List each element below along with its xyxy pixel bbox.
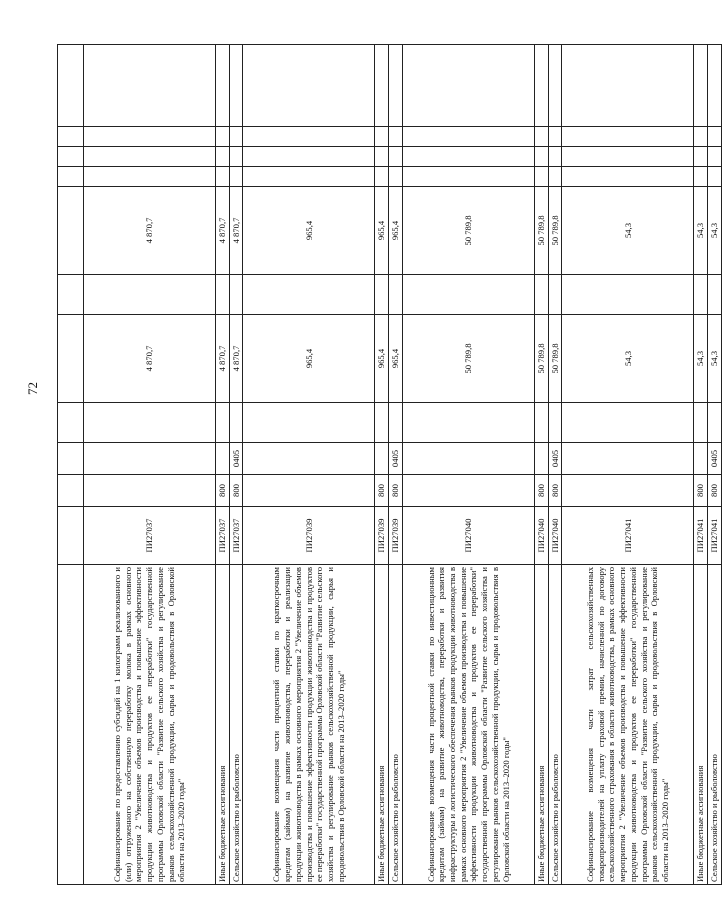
- row-amount: 50 789,8: [402, 315, 534, 403]
- row-amount: 965,4: [243, 315, 375, 403]
- table-row: [389, 45, 403, 885]
- row-expense-type: 800: [534, 475, 548, 507]
- row-empty-cell: [216, 147, 230, 167]
- row-extra-cell: [243, 403, 375, 443]
- row-empty-cell: [58, 167, 84, 187]
- row-empty-cell: [708, 147, 722, 167]
- row-empty-cell: [389, 45, 403, 127]
- row-empty-cell: [708, 167, 722, 187]
- row-empty-cell: [402, 147, 534, 167]
- row-empty-cell: [402, 275, 534, 315]
- row-empty-cell: [548, 147, 562, 167]
- row-target-code: ПИ27039: [389, 507, 403, 565]
- table-row: [402, 45, 534, 885]
- row-description: Иные бюджетные ассигнования: [534, 565, 548, 885]
- row-expense-type: 800: [216, 475, 230, 507]
- row-amount-total: 4 870,7: [216, 187, 230, 275]
- row-description: [58, 565, 84, 885]
- row-empty-cell: [548, 275, 562, 315]
- row-empty-cell: [389, 127, 403, 147]
- table-row: [58, 45, 84, 885]
- row-empty-cell: [402, 127, 534, 147]
- row-empty-cell: [243, 167, 375, 187]
- row-amount-total: [58, 187, 84, 275]
- row-empty-cell: [84, 167, 216, 187]
- row-empty-cell: [694, 275, 708, 315]
- row-expense-type: 800: [375, 475, 389, 507]
- row-amount: 54,3: [562, 315, 694, 403]
- row-extra-cell: [402, 403, 534, 443]
- table-body: [58, 45, 722, 885]
- row-amount: 54,3: [694, 315, 708, 403]
- row-expense-type: 800: [708, 475, 722, 507]
- row-empty-cell: [534, 127, 548, 147]
- row-empty-cell: [58, 45, 84, 127]
- row-amount-total: 50 789,8: [548, 187, 562, 275]
- row-extra-cell: [694, 403, 708, 443]
- row-target-code: ПИ27040: [402, 507, 534, 565]
- budget-table: [57, 44, 722, 885]
- row-amount-total: 50 789,8: [402, 187, 534, 275]
- row-empty-cell: [375, 127, 389, 147]
- row-section-code: [375, 443, 389, 475]
- row-amount-total: 965,4: [243, 187, 375, 275]
- table-row: [694, 45, 708, 885]
- row-empty-cell: [694, 127, 708, 147]
- row-empty-cell: [694, 45, 708, 127]
- row-extra-cell: [58, 403, 84, 443]
- row-expense-type: [402, 475, 534, 507]
- row-expense-type: 800: [548, 475, 562, 507]
- row-description: Сельское хозяйство и рыболовство: [548, 565, 562, 885]
- row-extra-cell: [229, 403, 243, 443]
- row-amount: 965,4: [375, 315, 389, 403]
- row-target-code: ПИ27037: [216, 507, 230, 565]
- row-description: Сельское хозяйство и рыболовство: [389, 565, 403, 885]
- row-empty-cell: [58, 275, 84, 315]
- row-empty-cell: [389, 147, 403, 167]
- row-amount: [58, 315, 84, 403]
- row-empty-cell: [243, 127, 375, 147]
- row-expense-type: 800: [694, 475, 708, 507]
- table-row: [229, 45, 243, 885]
- row-amount: 50 789,8: [534, 315, 548, 403]
- row-section-code: [84, 443, 216, 475]
- row-extra-cell: [84, 403, 216, 443]
- row-empty-cell: [216, 127, 230, 147]
- row-empty-cell: [375, 275, 389, 315]
- table-row: [708, 45, 722, 885]
- row-empty-cell: [216, 275, 230, 315]
- row-empty-cell: [243, 275, 375, 315]
- table-row: [562, 45, 694, 885]
- row-section-code: [243, 443, 375, 475]
- row-empty-cell: [534, 167, 548, 187]
- table-row: [534, 45, 548, 885]
- row-empty-cell: [243, 45, 375, 127]
- row-empty-cell: [562, 275, 694, 315]
- row-amount: 54,3: [708, 315, 722, 403]
- row-extra-cell: [534, 403, 548, 443]
- row-empty-cell: [229, 147, 243, 167]
- row-target-code: ПИ27040: [534, 507, 548, 565]
- row-amount-total: 50 789,8: [534, 187, 548, 275]
- table-row: [375, 45, 389, 885]
- row-target-code: ПИ27037: [229, 507, 243, 565]
- row-empty-cell: [243, 147, 375, 167]
- row-empty-cell: [375, 147, 389, 167]
- row-empty-cell: [216, 167, 230, 187]
- row-empty-cell: [534, 275, 548, 315]
- row-section-code: [402, 443, 534, 475]
- row-empty-cell: [708, 45, 722, 127]
- row-section-code: 0405: [708, 443, 722, 475]
- row-empty-cell: [389, 275, 403, 315]
- row-target-code: ПИ27041: [708, 507, 722, 565]
- row-extra-cell: [375, 403, 389, 443]
- row-target-code: ПИ27041: [562, 507, 694, 565]
- row-extra-cell: [216, 403, 230, 443]
- row-amount: 965,4: [389, 315, 403, 403]
- row-empty-cell: [229, 45, 243, 127]
- row-empty-cell: [229, 167, 243, 187]
- row-amount-total: 965,4: [389, 187, 403, 275]
- row-empty-cell: [548, 127, 562, 147]
- row-empty-cell: [84, 147, 216, 167]
- row-target-code: ПИ27040: [548, 507, 562, 565]
- row-empty-cell: [708, 275, 722, 315]
- table-row: [243, 45, 375, 885]
- row-expense-type: [58, 475, 84, 507]
- row-empty-cell: [58, 147, 84, 167]
- row-section-code: 0405: [229, 443, 243, 475]
- row-expense-type: [562, 475, 694, 507]
- row-empty-cell: [229, 127, 243, 147]
- row-empty-cell: [562, 147, 694, 167]
- row-section-code: [562, 443, 694, 475]
- row-amount-total: 965,4: [375, 187, 389, 275]
- row-description: Софинансирование по предоставлению субсидий на 1 килограмм реализованного и (или) отгруженного на собственную переработку молока в рамках основного мероприятия 2 "Увеличение объемов производства и повышение эффективности продукции животноводства и продуктов ее переработки" государственной программы Орловской области "Развитие сельского хозяйства и регулирование рынков сельскохозяйственной продукции, сырья и продовольствия в Орловской области на 2013–2020 годы": [84, 565, 216, 885]
- row-target-code: ПИ27041: [694, 507, 708, 565]
- row-amount-total: 54,3: [562, 187, 694, 275]
- row-empty-cell: [375, 167, 389, 187]
- table-row: [216, 45, 230, 885]
- row-empty-cell: [562, 45, 694, 127]
- row-section-code: [58, 443, 84, 475]
- row-empty-cell: [534, 45, 548, 127]
- row-amount-total: 4 870,7: [84, 187, 216, 275]
- row-empty-cell: [389, 167, 403, 187]
- row-empty-cell: [708, 127, 722, 147]
- page-number: 72: [25, 382, 40, 395]
- row-empty-cell: [694, 147, 708, 167]
- row-empty-cell: [562, 167, 694, 187]
- row-description: Сельское хозяйство и рыболовство: [708, 565, 722, 885]
- row-empty-cell: [229, 275, 243, 315]
- row-empty-cell: [534, 147, 548, 167]
- row-amount: 4 870,7: [216, 315, 230, 403]
- row-section-code: [534, 443, 548, 475]
- row-expense-type: [84, 475, 216, 507]
- row-description: Иные бюджетные ассигнования: [375, 565, 389, 885]
- row-empty-cell: [84, 45, 216, 127]
- row-empty-cell: [84, 127, 216, 147]
- row-amount-total: 54,3: [708, 187, 722, 275]
- row-section-code: 0405: [548, 443, 562, 475]
- row-empty-cell: [548, 167, 562, 187]
- table-row: [84, 45, 216, 885]
- row-empty-cell: [402, 167, 534, 187]
- row-section-code: 0405: [389, 443, 403, 475]
- row-description: Софинансирование возмещения части процентной ставки по инвестиционным кредитам (займам) на развитие животноводства, переработки и развития инфраструктуры и логистического обеспечения рынков продукции животноводства в рамках основного мероприятия 2 "Увеличение объемов производства и повышение эффективности продукции животноводства и продуктов ее переработки" государственной программы Орловской области "Развитие сельского хозяйства и регулирование рынков сельскохозяйственной продукции, сырья и продовольствия в Орловской области на 2013–2020 годы": [402, 565, 534, 885]
- row-target-code: [58, 507, 84, 565]
- row-empty-cell: [84, 275, 216, 315]
- row-empty-cell: [402, 45, 534, 127]
- row-expense-type: [243, 475, 375, 507]
- row-amount-total: 54,3: [694, 187, 708, 275]
- row-description: Софинансирование возмещения части затрат сельскохозяйственных товаропроизводителей на уплату страховой премии, начисленной по договору сельскохозяйственного страхования в области животноводства, в рамках основного мероприятия 2 "Увеличение объемов производства и повышение эффективности продукции животноводства и продуктов ее переработки" государственной программы Орловской области "Развитие сельского хозяйства и регулирование рынков сельскохозяйственной продукции, сырья и продовольствия в Орловской области на 2013–2020 годы": [562, 565, 694, 885]
- row-amount: 50 789,8: [548, 315, 562, 403]
- row-extra-cell: [708, 403, 722, 443]
- row-section-code: [694, 443, 708, 475]
- row-empty-cell: [375, 45, 389, 127]
- row-section-code: [216, 443, 230, 475]
- row-empty-cell: [694, 167, 708, 187]
- rotated-table-wrapper: [57, 45, 720, 885]
- row-amount: 4 870,7: [229, 315, 243, 403]
- row-target-code: ПИ27039: [375, 507, 389, 565]
- row-description: Софинансирование возмещения части процентной ставки по краткосрочным кредитам (займам) на развитие животноводства, переработки и реализации продукции животноводства в рамках основного мероприятия 2 "Увеличение объемов производства и повышение эффективности продукции животноводства и продуктов ее переработки" государственной программы Орловской области "Развитие сельского хозяйства и регулирование рынков сельскохозяйственной продукции, сырья и продовольствия в Орловской области на 2013–2020 годы": [243, 565, 375, 885]
- row-description: Иные бюджетные ассигнования: [694, 565, 708, 885]
- row-target-code: ПИ27039: [243, 507, 375, 565]
- row-expense-type: 800: [229, 475, 243, 507]
- row-amount: 4 870,7: [84, 315, 216, 403]
- table-row: [548, 45, 562, 885]
- row-empty-cell: [216, 45, 230, 127]
- row-description: Сельское хозяйство и рыболовство: [229, 565, 243, 885]
- row-extra-cell: [562, 403, 694, 443]
- row-expense-type: 800: [389, 475, 403, 507]
- row-target-code: ПИ27037: [84, 507, 216, 565]
- row-extra-cell: [389, 403, 403, 443]
- row-description: Иные бюджетные ассигнования: [216, 565, 230, 885]
- row-amount-total: 4 870,7: [229, 187, 243, 275]
- row-extra-cell: [548, 403, 562, 443]
- row-empty-cell: [548, 45, 562, 127]
- row-empty-cell: [562, 127, 694, 147]
- row-empty-cell: [58, 127, 84, 147]
